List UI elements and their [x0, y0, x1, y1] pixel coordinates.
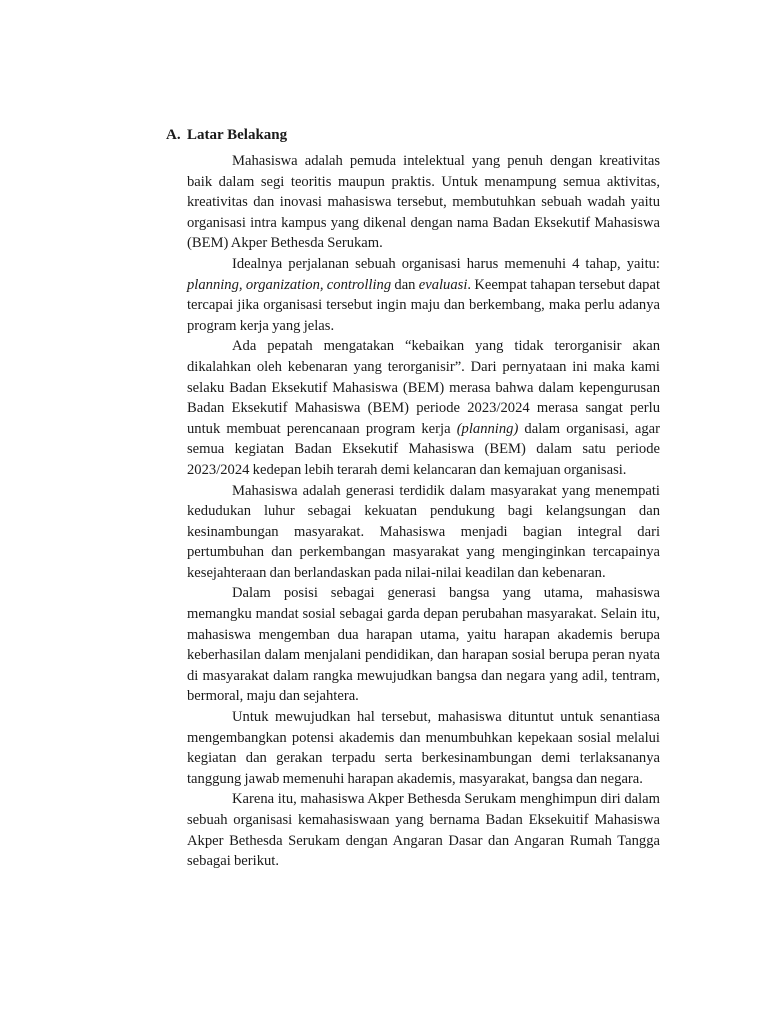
- paragraph-text: Untuk mewujudkan hal tersebut, mahasiswa dituntut untuk senantiasa mengembangkan potensi akademis dan menumbuhkan kepekaan sosial melalui kegiatan dan gerakan terpadu serta berkesinambungan demi terlaksananya tanggung jawab memenuhi harapan akademis, masyarakat, bangsa dan negara.: [187, 709, 660, 787]
- paragraph-text: Ada pepatah mengatakan “kebaikan yang tidak terorganisir akan dikalahkan oleh kebenaran yang terorganisir”. Dari pernyataan ini maka kami selaku Badan Eksekutif Mahasiswa (BEM) merasa bahwa dalam kepengurusan Badan Eksekutif Mahasiswa (BEM) periode 2023/2024 merasa sangat perlu untuk membuat perencanaan program kerja: [187, 338, 660, 437]
- italic-term: evaluasi: [418, 276, 468, 293]
- paragraph-text: dan: [391, 276, 419, 293]
- paragraph-text: Karena itu, mahasiswa Akper Bethesda Serukam menghimpun diri dalam sebuah organisasi kemahasiswaan yang bernama Badan Eksekuitif Mahasiswa Akper Bethesda Serukam dengan Angaran Dasar dan Angaran Rumah Tangga sebagai berikut.: [187, 791, 660, 870]
- paragraph: [187, 336, 660, 480]
- paragraph: [187, 789, 660, 871]
- italic-term: (planning): [456, 420, 519, 437]
- paragraph-text: Mahasiswa adalah pemuda intelektual yang penuh dengan kreativitas baik dalam segi teoritis maupun praktis. Untuk menampung semua aktivitas, kreativitas dan inovasi mahasiswa tersebut, membutuhkan sebuah wadah yaitu organisasi intra kampus yang dikenal dengan nama Badan Eksekutif Mahasiswa (BEM) Akper Bethesda Serukam.: [187, 153, 660, 252]
- paragraph: [187, 583, 660, 707]
- paragraph-text: Mahasiswa adalah generasi terdidik dalam masyarakat yang menempati kedudukan luhur sebagai kekuatan pendukung bagi kelangsungan dan kesinambungan masyarakat. Mahasiswa menjadi bagian integral dari pertumbuhan dan perkembangan masyarakat yang menginginkan tercapainya kesejahteraan dan berlandaskan pada nilai-nilai keadilan dan kebenaran.: [187, 482, 660, 581]
- paragraph-text: Dalam posisi sebagai generasi bangsa yang utama, mahasiswa memangku mandat sosial sebagai garda depan perubahan masyarakat. Selain itu, mahasiswa mengemban dua harapan utama, yaitu harapan akademis berupa keberhasilan dalam menjalani pendidikan, dan harapan sosial berupa peran nyata di masyarakat dalam rangka mewujudkan bangsa dan negara yang adil, tentram, bermoral, maju dan sejahtera.: [187, 585, 660, 705]
- paragraph: [187, 151, 660, 254]
- paragraph: [187, 481, 660, 584]
- section-number: A.: [166, 127, 181, 143]
- paragraph-text: . Keempat tahapan tersebut dapat tercapai jika organisasi tersebut ingin maju dan berkembang, maka perlu adanya program kerja yang jelas.: [187, 276, 660, 334]
- section-heading: [166, 125, 287, 145]
- section-body: [187, 151, 660, 872]
- paragraph: [187, 254, 660, 336]
- paragraph-text: dalam organisasi, agar semua kegiatan Badan Eksekutif Mahasiswa (BEM) dalam satu periode 2023/2024 kedepan lebih terarah demi kelancaran dan kemajuan organisasi.: [187, 420, 661, 478]
- paragraph: [187, 707, 660, 789]
- italic-term: planning, organization, controlling: [187, 276, 392, 293]
- paragraph-text: Idealnya perjalanan sebuah organisasi harus memenuhi 4 tahap, yaitu:: [232, 255, 660, 272]
- section-title: Latar Belakang: [187, 127, 288, 143]
